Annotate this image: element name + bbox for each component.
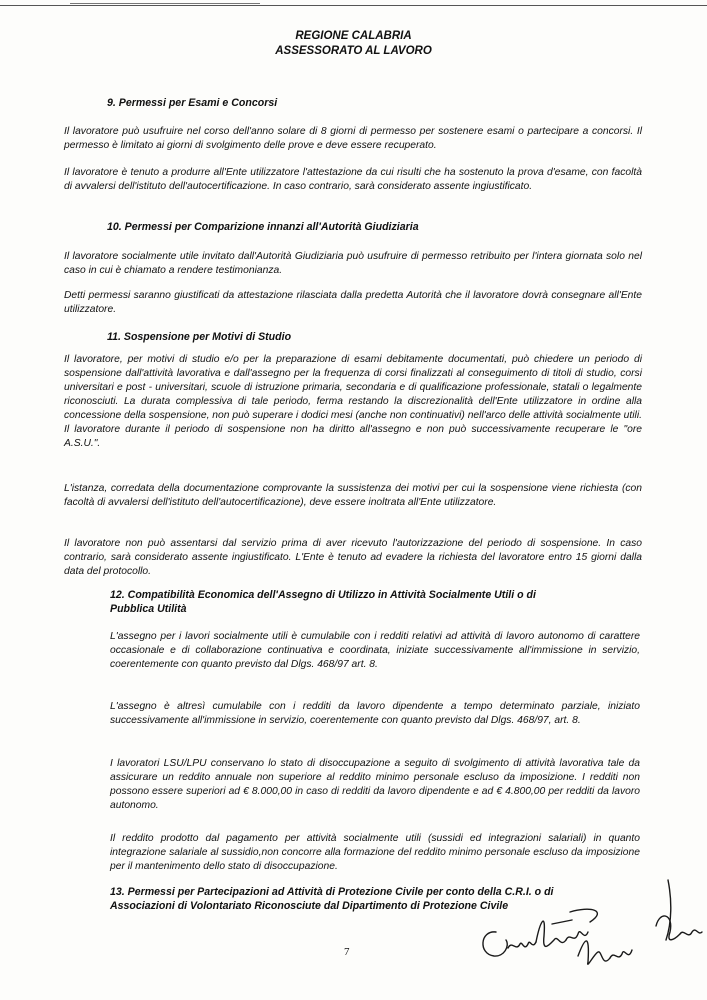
section-9-paragraph-2: Il lavoratore è tenuto a produrre all'Ente utilizzatore l'attestazione da cui risulti che ha sostenuto la prova d'esame, con facoltà di avvalersi dell'istituto dell'autocertificazione. In caso contrario, sarà considerato assente ingiustificato. (64, 167, 642, 192)
header-region: REGIONE CALABRIA (295, 30, 412, 42)
page-number: 7 (344, 946, 350, 958)
section-10-title: 10. Permessi per Comparizione innanzi all'Autorità Giudiziaria (107, 221, 419, 233)
section-12-paragraph-3: I lavoratori LSU/LPU conservano lo stato di disoccupazione a seguito di svolgimento di attività lavorativa tale da assicurare un reddito annuale non superiore al reddito minimo personale escluso da imposizione. I redditi non possono essere superiori ad € 8.000,00 in caso di redditi da lavoro dipendente e ad € 4.800,00 per redditi da lavoro autonomo. (110, 758, 640, 811)
handwritten-signatures (460, 870, 705, 990)
section-13-title-line-2: Associazioni di Volontariato Riconosciute dal Dipartimento di Protezione Civile (110, 900, 509, 912)
top-rule (0, 5, 707, 6)
header-department: ASSESSORATO AL LAVORO (275, 45, 432, 57)
section-12-title (110, 588, 640, 616)
section-10-paragraph-1: Il lavoratore socialmente utile invitato dall'Autorità Giudiziaria può usufruire di permesso retribuito per l'intera giornata solo nel caso in cui è chiamato a rendere testimonianza. (64, 251, 642, 276)
section-11-paragraph-2: L'istanza, corredata della documentazione comprovante la sussistenza dei motivi per cui la sospensione viene richiesta (con facoltà di avvalersi dell'istituto dell'autocertificazione), deve essere inoltrata all'Ente utilizzatore. (64, 483, 642, 508)
section-11-title: 11. Sospensione per Motivi di Studio (107, 331, 292, 343)
section-13-title-line-1: 13. Permessi per Partecipazioni ad Attività di Protezione Civile per conto della C.R.I. o di (110, 886, 554, 898)
section-12-paragraph-4: Il reddito prodotto dal pagamento per attività socialmente utili (sussidi ed integrazioni salariali) in quanto integrazione salariale al sussidio,non concorre alla formazione del reddito minimo personale escluso da imposizione per il mantenimento dello stato di disoccupazione. (110, 833, 640, 872)
document-header (0, 29, 707, 59)
section-9-paragraph-1: Il lavoratore può usufruire nel corso dell'anno solare di 8 giorni di permesso per sostenere esami o partecipare a concorsi. Il permesso è limitato ai giorni di svolgimento delle prove e deve essere recuperato. (64, 126, 642, 151)
section-11-paragraph-1: Il lavoratore, per motivi di studio e/o per la preparazione di esami debitamente documentati, può chiedere un periodo di sospensione dall'attività lavorativa e dall'assegno per la frequenza di corsi finalizzati al conseguimento di titoli di studio, corsi universitari e post - universitari, scuole di istruzione primaria, secondaria e di qualificazione professionale, statali o legalmente riconosciuti. La durata complessiva di tale periodo, ferma restando la discrezionalità dell'Ente utilizzatore in ordine alla concessione della sospensione, non può superare i dodici mesi (anche non continuativi) nell'arco delle attività socialmente utili. Il lavoratore durante il periodo di sospensione non ha diritto all'assegno e non può successivamente recuperare le "ore A.S.U.". (64, 354, 642, 449)
top-rule-short (70, 3, 260, 4)
section-12-paragraph-2: L'assegno è altresì cumulabile con i redditi da lavoro dipendente a tempo determinato parziale, iniziato successivamente all'immissione in servizio, coerentemente con quanto previsto dal Dlgs. 468/97, art. 8. (110, 701, 640, 726)
section-12-paragraph-1: L'assegno per i lavori socialmente utili è cumulabile con i redditi relativi ad attività di lavoro autonomo di carattere occasionale e di collaborazione continuativa e coordinata, iniziate successivamente all'immissione in servizio, coerentemente con quanto previsto dal Dlgs. 468/97 art. 8. (110, 631, 640, 670)
section-10-paragraph-2: Detti permessi saranno giustificati da attestazione rilasciata dalla predetta Autorità che il lavoratore dovrà consegnare all'Ente utilizzatore. (64, 290, 642, 315)
section-12-title-line-1: 12. Compatibilità Economica dell'Assegno di Utilizzo in Attività Socialmente Utili o di (110, 589, 536, 601)
section-9-title: 9. Permessi per Esami e Concorsi (107, 97, 278, 109)
section-12-title-line-2: Pubblica Utilità (110, 603, 187, 615)
section-11-paragraph-3: Il lavoratore non può assentarsi dal servizio prima di aver ricevuto l'autorizzazione del periodo di sospensione. In caso contrario, sarà considerato assente ingiustificato. L'Ente è tenuto ad evadere la richiesta del lavoratore entro 15 giorni dalla data del protocollo. (64, 538, 642, 577)
